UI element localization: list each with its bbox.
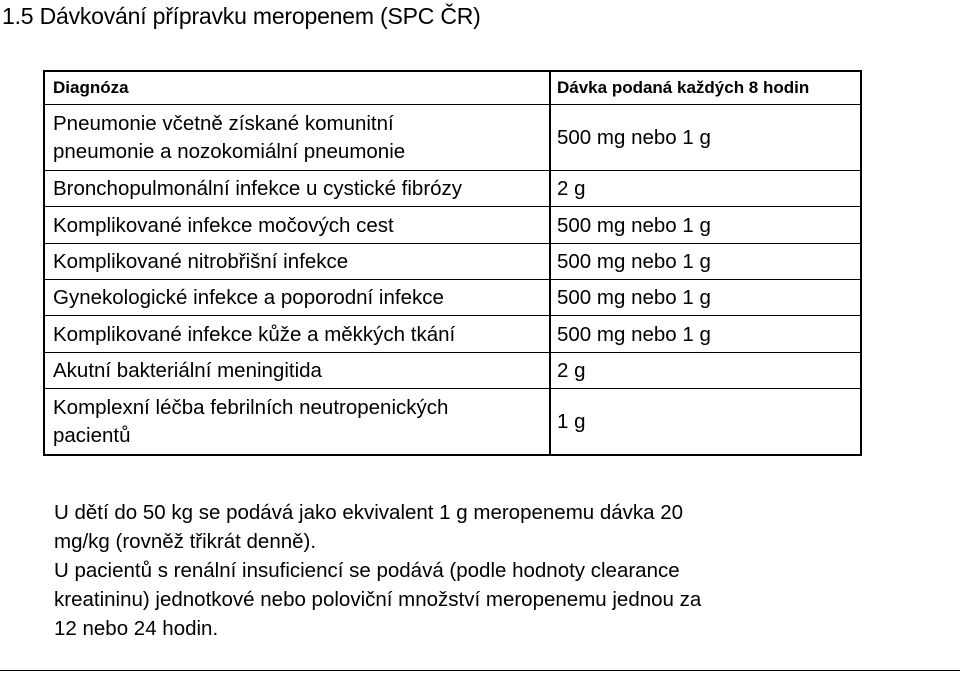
dose-cell: 500 mg nebo 1 g: [557, 322, 711, 346]
diagnosis-cell: Bronchopulmonální infekce u cystické fibrózy: [53, 177, 463, 200]
dose-cell: 500 mg nebo 1 g: [557, 286, 711, 309]
table-row: [45, 170, 860, 207]
diagnosis-line: pacientů: [53, 424, 131, 447]
diagnosis-cell: Komplikované infekce kůže a měkkých tkání: [53, 322, 456, 346]
table-row: [45, 279, 860, 316]
note-line: U pacientů s renální insuficiencí se podává (podle hodnoty clearance: [54, 559, 680, 582]
header-diagnosis: Diagnóza: [53, 78, 129, 97]
children-dosage-note: [54, 498, 854, 556]
diagnosis-cell: [53, 389, 543, 455]
note-line: kreatininu) jednotkové nebo poloviční množství meropenemu jednou za: [54, 588, 702, 611]
dose-cell: 500 mg nebo 1 g: [557, 213, 711, 237]
dose-cell: 500 mg nebo 1 g: [557, 126, 711, 149]
dose-cell: 500 mg nebo 1 g: [557, 250, 711, 273]
dose-cell: 1 g: [557, 410, 586, 433]
dosage-notes: [54, 498, 854, 643]
note-line: mg/kg (rovněž třikrát denně).: [54, 530, 317, 553]
table-row: [45, 352, 860, 389]
page-title: 1.5 Dávkování přípravku meropenem (SPC ČR): [2, 3, 481, 29]
dose-cell: 2 g: [557, 359, 586, 382]
note-line: U dětí do 50 kg se podává jako ekvivalent 1 g meropenemu dávka 20: [54, 501, 684, 524]
diagnosis-line: Komplexní léčba febrilních neutropenických: [53, 396, 449, 419]
bottom-rule: [0, 670, 960, 671]
table-row: [45, 104, 860, 171]
diagnosis-cell: [53, 105, 543, 171]
table-row: [45, 388, 860, 455]
dosage-table: [43, 70, 862, 456]
header-dose: Dávka podaná každých 8 hodin: [557, 78, 810, 97]
renal-insufficiency-note: [54, 556, 854, 643]
table-row: [45, 243, 860, 280]
dose-cell: 2 g: [557, 177, 586, 200]
diagnosis-line: pneumonie a nozokomiální pneumonie: [53, 140, 406, 163]
diagnosis-cell: Gynekologické infekce a poporodní infekce: [53, 286, 444, 309]
diagnosis-line: Pneumonie včetně získané komunitní: [53, 112, 394, 135]
table-row: [45, 206, 860, 244]
table-row: [45, 315, 860, 353]
note-line: 12 nebo 24 hodin.: [54, 617, 219, 640]
diagnosis-cell: Komplikované nitrobřišní infekce: [53, 250, 349, 273]
diagnosis-cell: Komplikované infekce močových cest: [53, 213, 394, 237]
diagnosis-cell: Akutní bakteriální meningitida: [53, 359, 322, 382]
table-header-row: [45, 72, 860, 104]
